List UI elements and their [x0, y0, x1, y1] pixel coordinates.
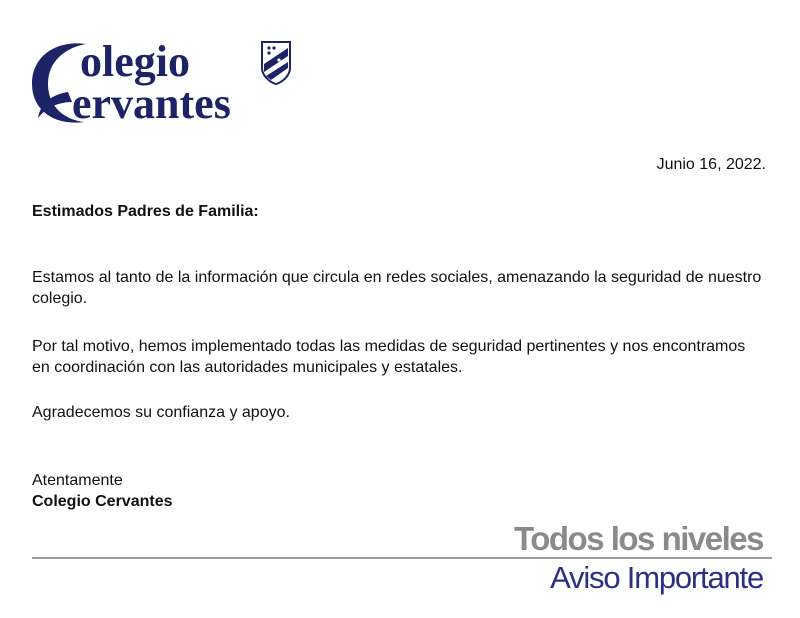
letter-closing-block	[32, 470, 172, 512]
letter-greeting: Estimados Padres de Familia:	[32, 203, 259, 220]
school-logo	[28, 34, 298, 130]
letter-signature: Colegio Cervantes	[32, 493, 173, 510]
letter-paragraph-2: Por tal motivo, hemos implementado todas las medidas de seguridad pertinentes y nos encontramos en coordinación con las autoridades municipales y estatales.	[32, 338, 746, 376]
letter-closing: Atentamente	[32, 472, 123, 489]
tagline-notice: Aviso Importante	[550, 560, 763, 595]
letter-paragraph-3: Agradecemos su confianza y apoyo.	[32, 404, 290, 421]
letter-date: Junio 16, 2022.	[656, 156, 766, 173]
logo-word-colegio: olegio	[80, 37, 190, 86]
shield-icon	[262, 42, 290, 84]
school-logo-graphic	[28, 34, 298, 130]
letter-paragraph-1: Estamos al tanto de la información que circula en redes sociales, amenazando la seguridad de nuestro colegio.	[32, 269, 762, 307]
tagline-levels: Todos los niveles	[514, 520, 763, 557]
footer-divider	[32, 557, 772, 559]
logo-word-cervantes: ervantes	[72, 79, 231, 128]
